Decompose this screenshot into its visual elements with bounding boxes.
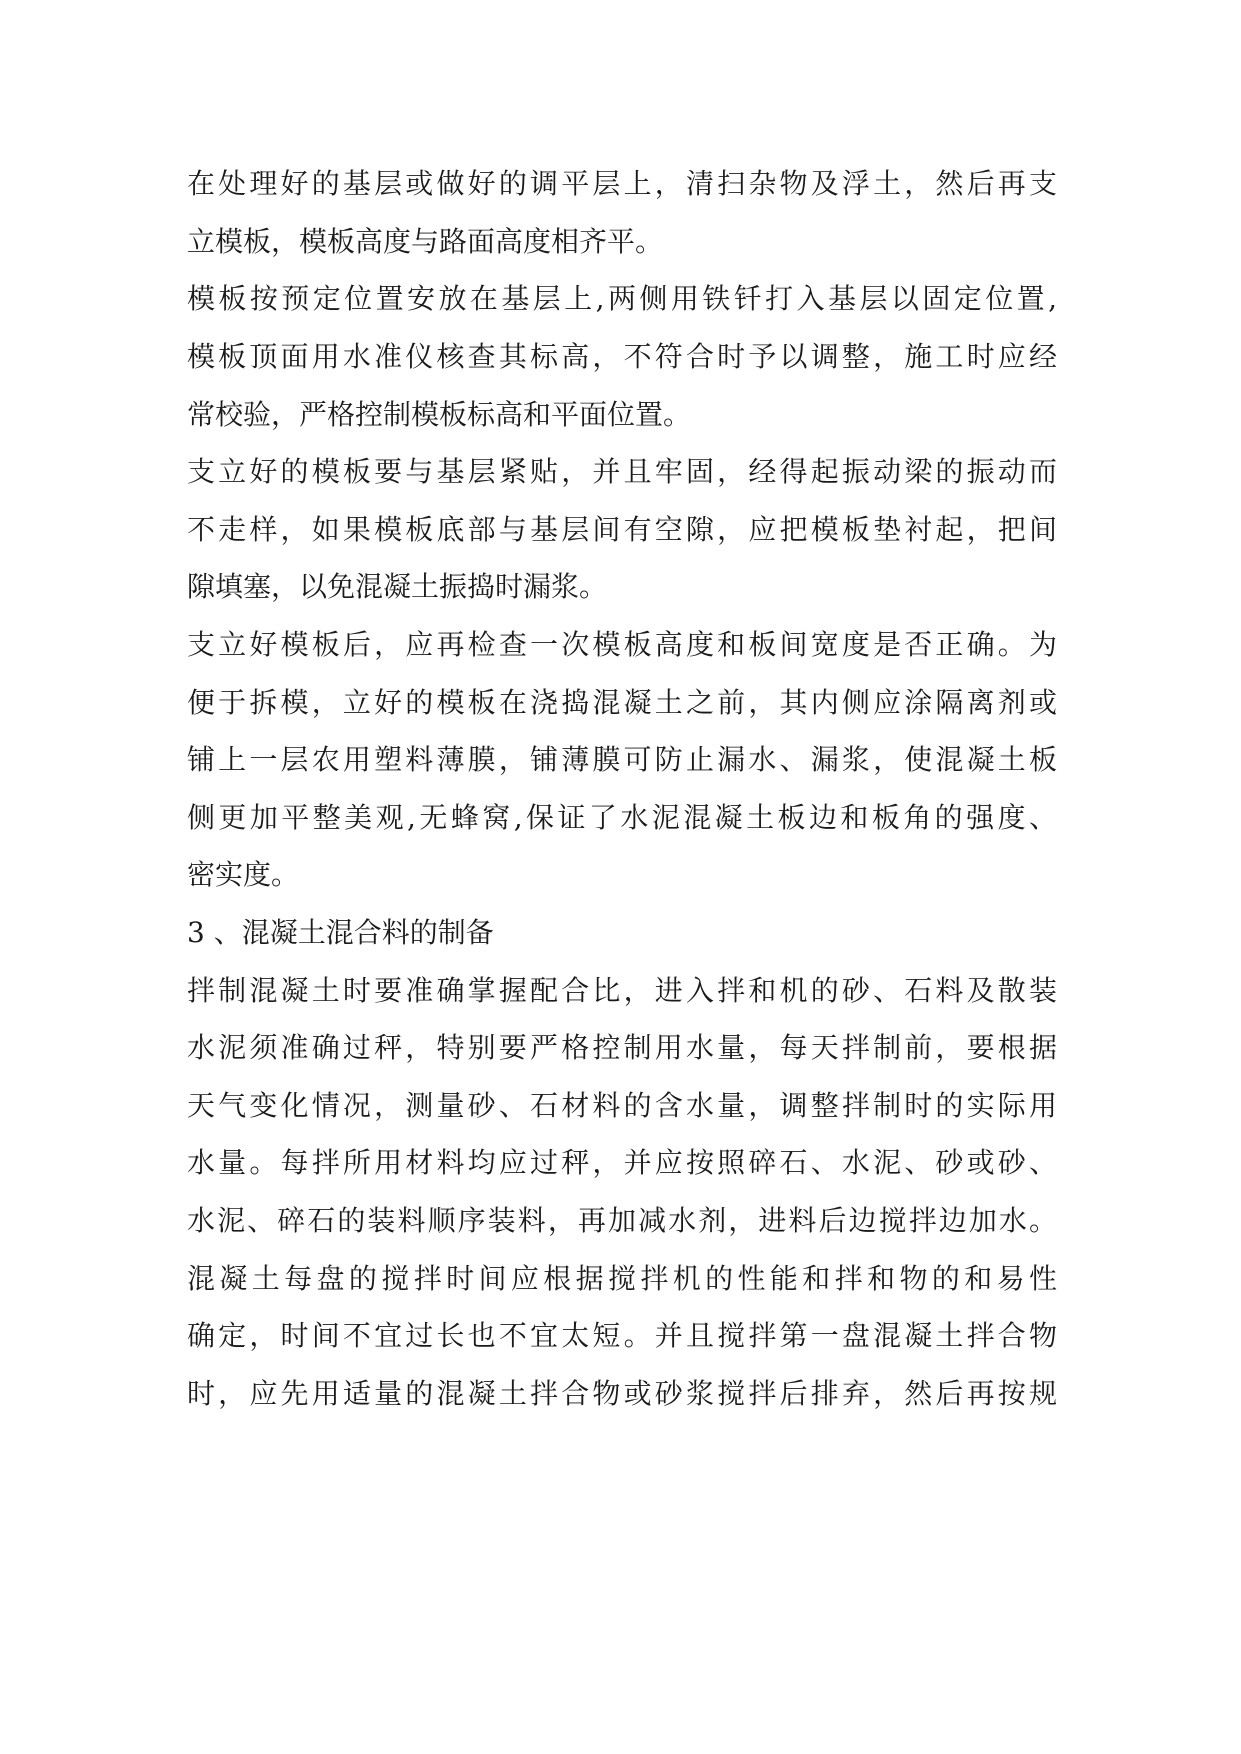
- paragraph-line: 模板按预定位置安放在基层上,两侧用铁钎打入基层以固定位置,: [187, 282, 1057, 315]
- paragraph-line: 不走样，如果模板底部与基层间有空隙，应把模板垫衬起，把间: [187, 513, 1057, 546]
- paragraph-line: 水泥须准确过秤，特别要严格控制用水量，每天拌制前，要根据: [187, 1031, 1057, 1064]
- paragraph-line: 水泥、碎石的装料顺序装料，再加减水剂，进料后边搅拌边加水。: [187, 1204, 1057, 1237]
- paragraph-line: 支立好模板后，应再检查一次模板高度和板间宽度是否正确。为: [187, 628, 1057, 661]
- paragraph-line: 密实度。: [187, 858, 300, 891]
- paragraph-line: 侧更加平整美观,无蜂窝,保证了水泥混凝土板边和板角的强度、: [187, 801, 1057, 834]
- paragraph-line: 在处理好的基层或做好的调平层上，清扫杂物及浮土，然后再支: [187, 167, 1057, 200]
- paragraph-line: 时，应先用适量的混凝土拌合物或砂浆搅拌后排弃，然后再按规: [187, 1377, 1057, 1410]
- paragraph-line: 常校验，严格控制模板标高和平面位置。: [187, 398, 692, 431]
- paragraph-line: 水量。每拌所用材料均应过秤，并应按照碎石、水泥、砂或砂、: [187, 1146, 1057, 1179]
- paragraph-line: 铺上一层农用塑料薄膜，铺薄膜可防止漏水、漏浆，使混凝土板: [187, 743, 1057, 776]
- paragraph-line: 模板顶面用水准仪核查其标高，不符合时予以调整，施工时应经: [187, 340, 1057, 373]
- paragraph-line: 混凝土每盘的搅拌时间应根据搅拌机的性能和拌和物的和易性: [187, 1262, 1057, 1295]
- paragraph-line: 支立好的模板要与基层紧贴，并且牢固，经得起振动梁的振动而: [187, 455, 1057, 488]
- paragraph-line: 隙填塞，以免混凝土振捣时漏浆。: [187, 570, 608, 603]
- paragraph-line: 拌制混凝土时要准确掌握配合比，进入拌和机的砂、石料及散装: [187, 974, 1057, 1007]
- paragraph-line: 便于拆模，立好的模板在浇捣混凝土之前，其内侧应涂隔离剂或: [187, 686, 1057, 719]
- paragraph-line: 天气变化情况，测量砂、石材料的含水量，调整拌制时的实际用: [187, 1089, 1057, 1122]
- paragraph-line: 确定，时间不宜过长也不宜太短。并且搅拌第一盘混凝土拌合物: [187, 1319, 1057, 1352]
- section-heading: 3 、混凝土混合料的制备: [187, 916, 494, 949]
- paragraph-line: 立模板，模板高度与路面高度相齐平。: [187, 225, 664, 258]
